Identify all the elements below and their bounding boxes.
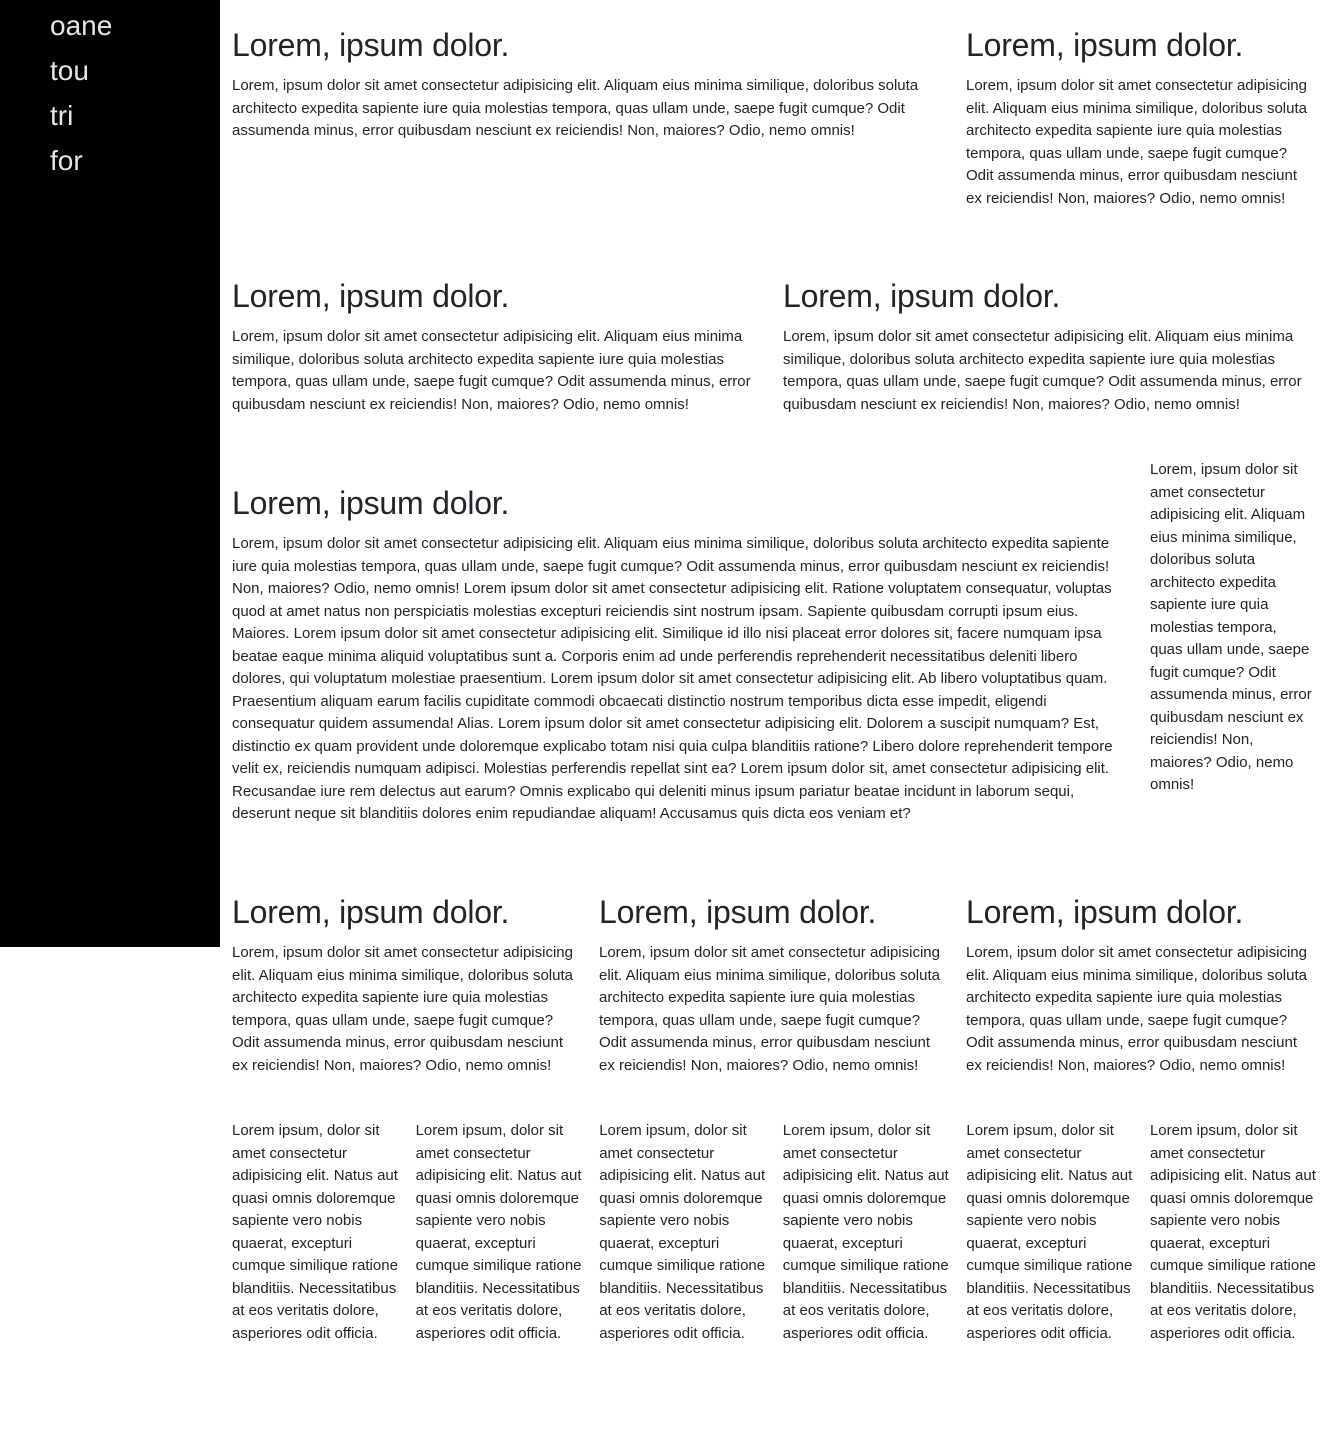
sidebar-item-tou[interactable]: tou: [50, 55, 89, 86]
article-text: Lorem, ipsum dolor sit amet consectetur adipisicing elit. Aliquam eius minima similique, doloribus soluta architecto expedita sapiente iure quia molestias tempora, quas ullam unde, saepe fugit cumque? Odit assumenda minus, error quibusdam nesciunt ex reiciendis! Non, maiores? Odio, nemo omnis!: [783, 328, 1302, 413]
row-5: [232, 1120, 1316, 1345]
article-half: [783, 277, 1306, 416]
small-column: [783, 1120, 949, 1345]
small-text: Lorem ipsum, dolor sit amet consectetur adipisicing elit. Natus aut quasi omnis doloremque sapiente vero nobis quaerat, excepturi cumque similique ratione blanditiis. Necessitatibus at eos veritatis dolore, asperiores odit officia.: [966, 1122, 1133, 1342]
small-text: Lorem ipsum, dolor sit amet consectetur adipisicing elit. Natus aut quasi omnis doloremque sapiente vero nobis quaerat, excepturi cumque similique ratione blanditiis. Necessitatibus at eos veritatis dolore, asperiores odit officia.: [1149, 1122, 1316, 1342]
article-heading: Lorem, ipsum dolor.: [232, 27, 510, 63]
row-3: [232, 459, 1312, 826]
article-text: Lorem, ipsum dolor sit amet consectetur adipisicing elit. Aliquam eius minima similique, doloribus soluta architecto expedita sapiente iure quia molestias tempora, quas ullam unde, saepe fugit cumque? Odit assumenda minus, error quibusdam nesciunt ex reiciendis! Non, maiores? Odio, nemo omnis!: [599, 944, 940, 1074]
small-text: Lorem ipsum, dolor sit amet consectetur adipisicing elit. Natus aut quasi omnis doloremque sapiente vero nobis quaerat, excepturi cumque similique ratione blanditiis. Necessitatibus at eos veritatis dolore, asperiores odit officia.: [232, 1122, 398, 1342]
article-third: [599, 893, 948, 1077]
article-heading: Lorem, ipsum dolor.: [966, 27, 1244, 63]
article-heading: Lorem, ipsum dolor.: [232, 278, 510, 314]
small-column: [416, 1120, 582, 1345]
small-column: [966, 1120, 1132, 1345]
row-2: [232, 277, 1306, 416]
small-text: Lorem ipsum, dolor sit amet consectetur adipisicing elit. Natus aut quasi omnis doloremque sapiente vero nobis quaerat, excepturi cumque similique ratione blanditiis. Necessitatibus at eos veritatis dolore, asperiores odit officia.: [415, 1122, 582, 1342]
article-text: Lorem, ipsum dolor sit amet consectetur adipisicing elit. Aliquam eius minima similique, doloribus soluta architecto expedita sapiente iure quia molestias tempora, quas ullam unde, saepe fugit cumque? Odit assumenda minus, error quibusdam nesciunt ex reiciendis! Non, maiores? Odio, nemo omnis! Lorem ipsum dolor sit amet consectetur adipisicing elit. Ratione voluptatem consequatur, voluptas quod at amet natus non perspiciatis molestias excepturi reiciendis sint nostrum ipsam. Sapiente quibusdam corrupti ipsum eius. Maiores. Lorem ipsum dolor sit amet consectetur adipisicing elit. Similique id illo nisi placeat error dolores sit, facere numquam ipsa beatae eaque minima aliquid voluptatibus sunt a. Corporis enim ad unde perferendis reprehenderit necessitatibus deleniti libero dolores, qui voluptatum molestiae praesentium. Lorem ipsum dolor sit amet consectetur adipisicing elit. Ab libero voluptatibus quam. Praesentium aliquam earum facilis cupiditate commodi obcaecati distinctio nostrum temporibus dicta esse impedit, eligendi consequatur quidem assumenda! Alias. Lorem ipsum dolor sit amet consectetur adipisicing elit. Dolorem a suscipit numquam? Est, distinctio ex quam provident unde doloremque explicabo totam nisi quia culpa blanditiis ratione? Libero dolore reprehenderit tempore velit ex, reiciendis numquam adipisci. Molestias perferendis repellat sint ea? Lorem ipsum dolor sit, amet consectetur adipisicing elit. Recusandae iure rem delectus aut earum? Omnis explicabo qui deleniti minus ipsum pariatur beatae incidunt in laborum sequi, deserunt neque sit blanditiis dolores enim repudiandae aliquam! Accusamus quis dicta eos veniam et?: [232, 535, 1113, 822]
sidebar-item-for[interactable]: for: [50, 145, 83, 176]
row-1: [232, 26, 1311, 210]
aside-text: Lorem, ipsum dolor sit amet consectetur adipisicing elit. Aliquam eius minima similique, doloribus soluta architecto expedita sapiente iure quia molestias tempora, quas ullam unde, saepe fugit cumque? Odit assumenda minus, error quibusdam nesciunt ex reiciendis! Non, maiores? Odio, nemo omnis!: [1150, 461, 1312, 793]
small-column: [599, 1120, 765, 1345]
aside-column: [1150, 459, 1312, 826]
article-heading: Lorem, ipsum dolor.: [966, 894, 1244, 930]
article-heading: Lorem, ipsum dolor.: [783, 278, 1061, 314]
article-text: Lorem, ipsum dolor sit amet consectetur adipisicing elit. Aliquam eius minima similique, doloribus soluta architecto expedita sapiente iure quia molestias tempora, quas ullam unde, saepe fugit cumque? Odit assumenda minus, error quibusdam nesciunt ex reiciendis! Non, maiores? Odio, nemo omnis!: [232, 328, 751, 413]
sidebar-item-oane[interactable]: oane: [50, 10, 113, 41]
article-text: Lorem, ipsum dolor sit amet consectetur adipisicing elit. Aliquam eius minima similique, doloribus soluta architecto expedita sapiente iure quia molestias tempora, quas ullam unde, saepe fugit cumque? Odit assumenda minus, error quibusdam nesciunt ex reiciendis! Non, maiores? Odio, nemo omnis!: [966, 77, 1307, 207]
article-half: [232, 277, 751, 416]
article-third: [232, 893, 581, 1077]
article-heading: Lorem, ipsum dolor.: [232, 485, 510, 521]
sidebar-menu: [0, 0, 220, 183]
article-heading: Lorem, ipsum dolor.: [599, 894, 877, 930]
sidebar-item-tri[interactable]: tri: [50, 100, 74, 131]
article-text: Lorem, ipsum dolor sit amet consectetur adipisicing elit. Aliquam eius minima similique, doloribus soluta architecto expedita sapiente iure quia molestias tempora, quas ullam unde, saepe fugit cumque? Odit assumenda minus, error quibusdam nesciunt ex reiciendis! Non, maiores? Odio, nemo omnis!: [232, 77, 919, 139]
article-text: Lorem, ipsum dolor sit amet consectetur adipisicing elit. Aliquam eius minima similique, doloribus soluta architecto expedita sapiente iure quia molestias tempora, quas ullam unde, saepe fugit cumque? Odit assumenda minus, error quibusdam nesciunt ex reiciendis! Non, maiores? Odio, nemo omnis!: [966, 944, 1307, 1074]
article-heading: Lorem, ipsum dolor.: [232, 894, 510, 930]
article-narrow: [966, 26, 1311, 210]
article-long: [232, 459, 1132, 826]
small-column: [1150, 1120, 1316, 1345]
row-4: [232, 893, 1315, 1077]
article-wide: [232, 26, 948, 210]
article-third: [966, 893, 1315, 1077]
small-text: Lorem ipsum, dolor sit amet consectetur adipisicing elit. Natus aut quasi omnis doloremque sapiente vero nobis quaerat, excepturi cumque similique ratione blanditiis. Necessitatibus at eos veritatis dolore, asperiores odit officia.: [599, 1122, 766, 1342]
small-text: Lorem ipsum, dolor sit amet consectetur adipisicing elit. Natus aut quasi omnis doloremque sapiente vero nobis quaerat, excepturi cumque similique ratione blanditiis. Necessitatibus at eos veritatis dolore, asperiores odit officia.: [782, 1122, 949, 1342]
sidebar: [0, 0, 220, 947]
small-column: [232, 1120, 398, 1345]
article-text: Lorem, ipsum dolor sit amet consectetur adipisicing elit. Aliquam eius minima similique, doloribus soluta architecto expedita sapiente iure quia molestias tempora, quas ullam unde, saepe fugit cumque? Odit assumenda minus, error quibusdam nesciunt ex reiciendis! Non, maiores? Odio, nemo omnis!: [232, 944, 573, 1074]
